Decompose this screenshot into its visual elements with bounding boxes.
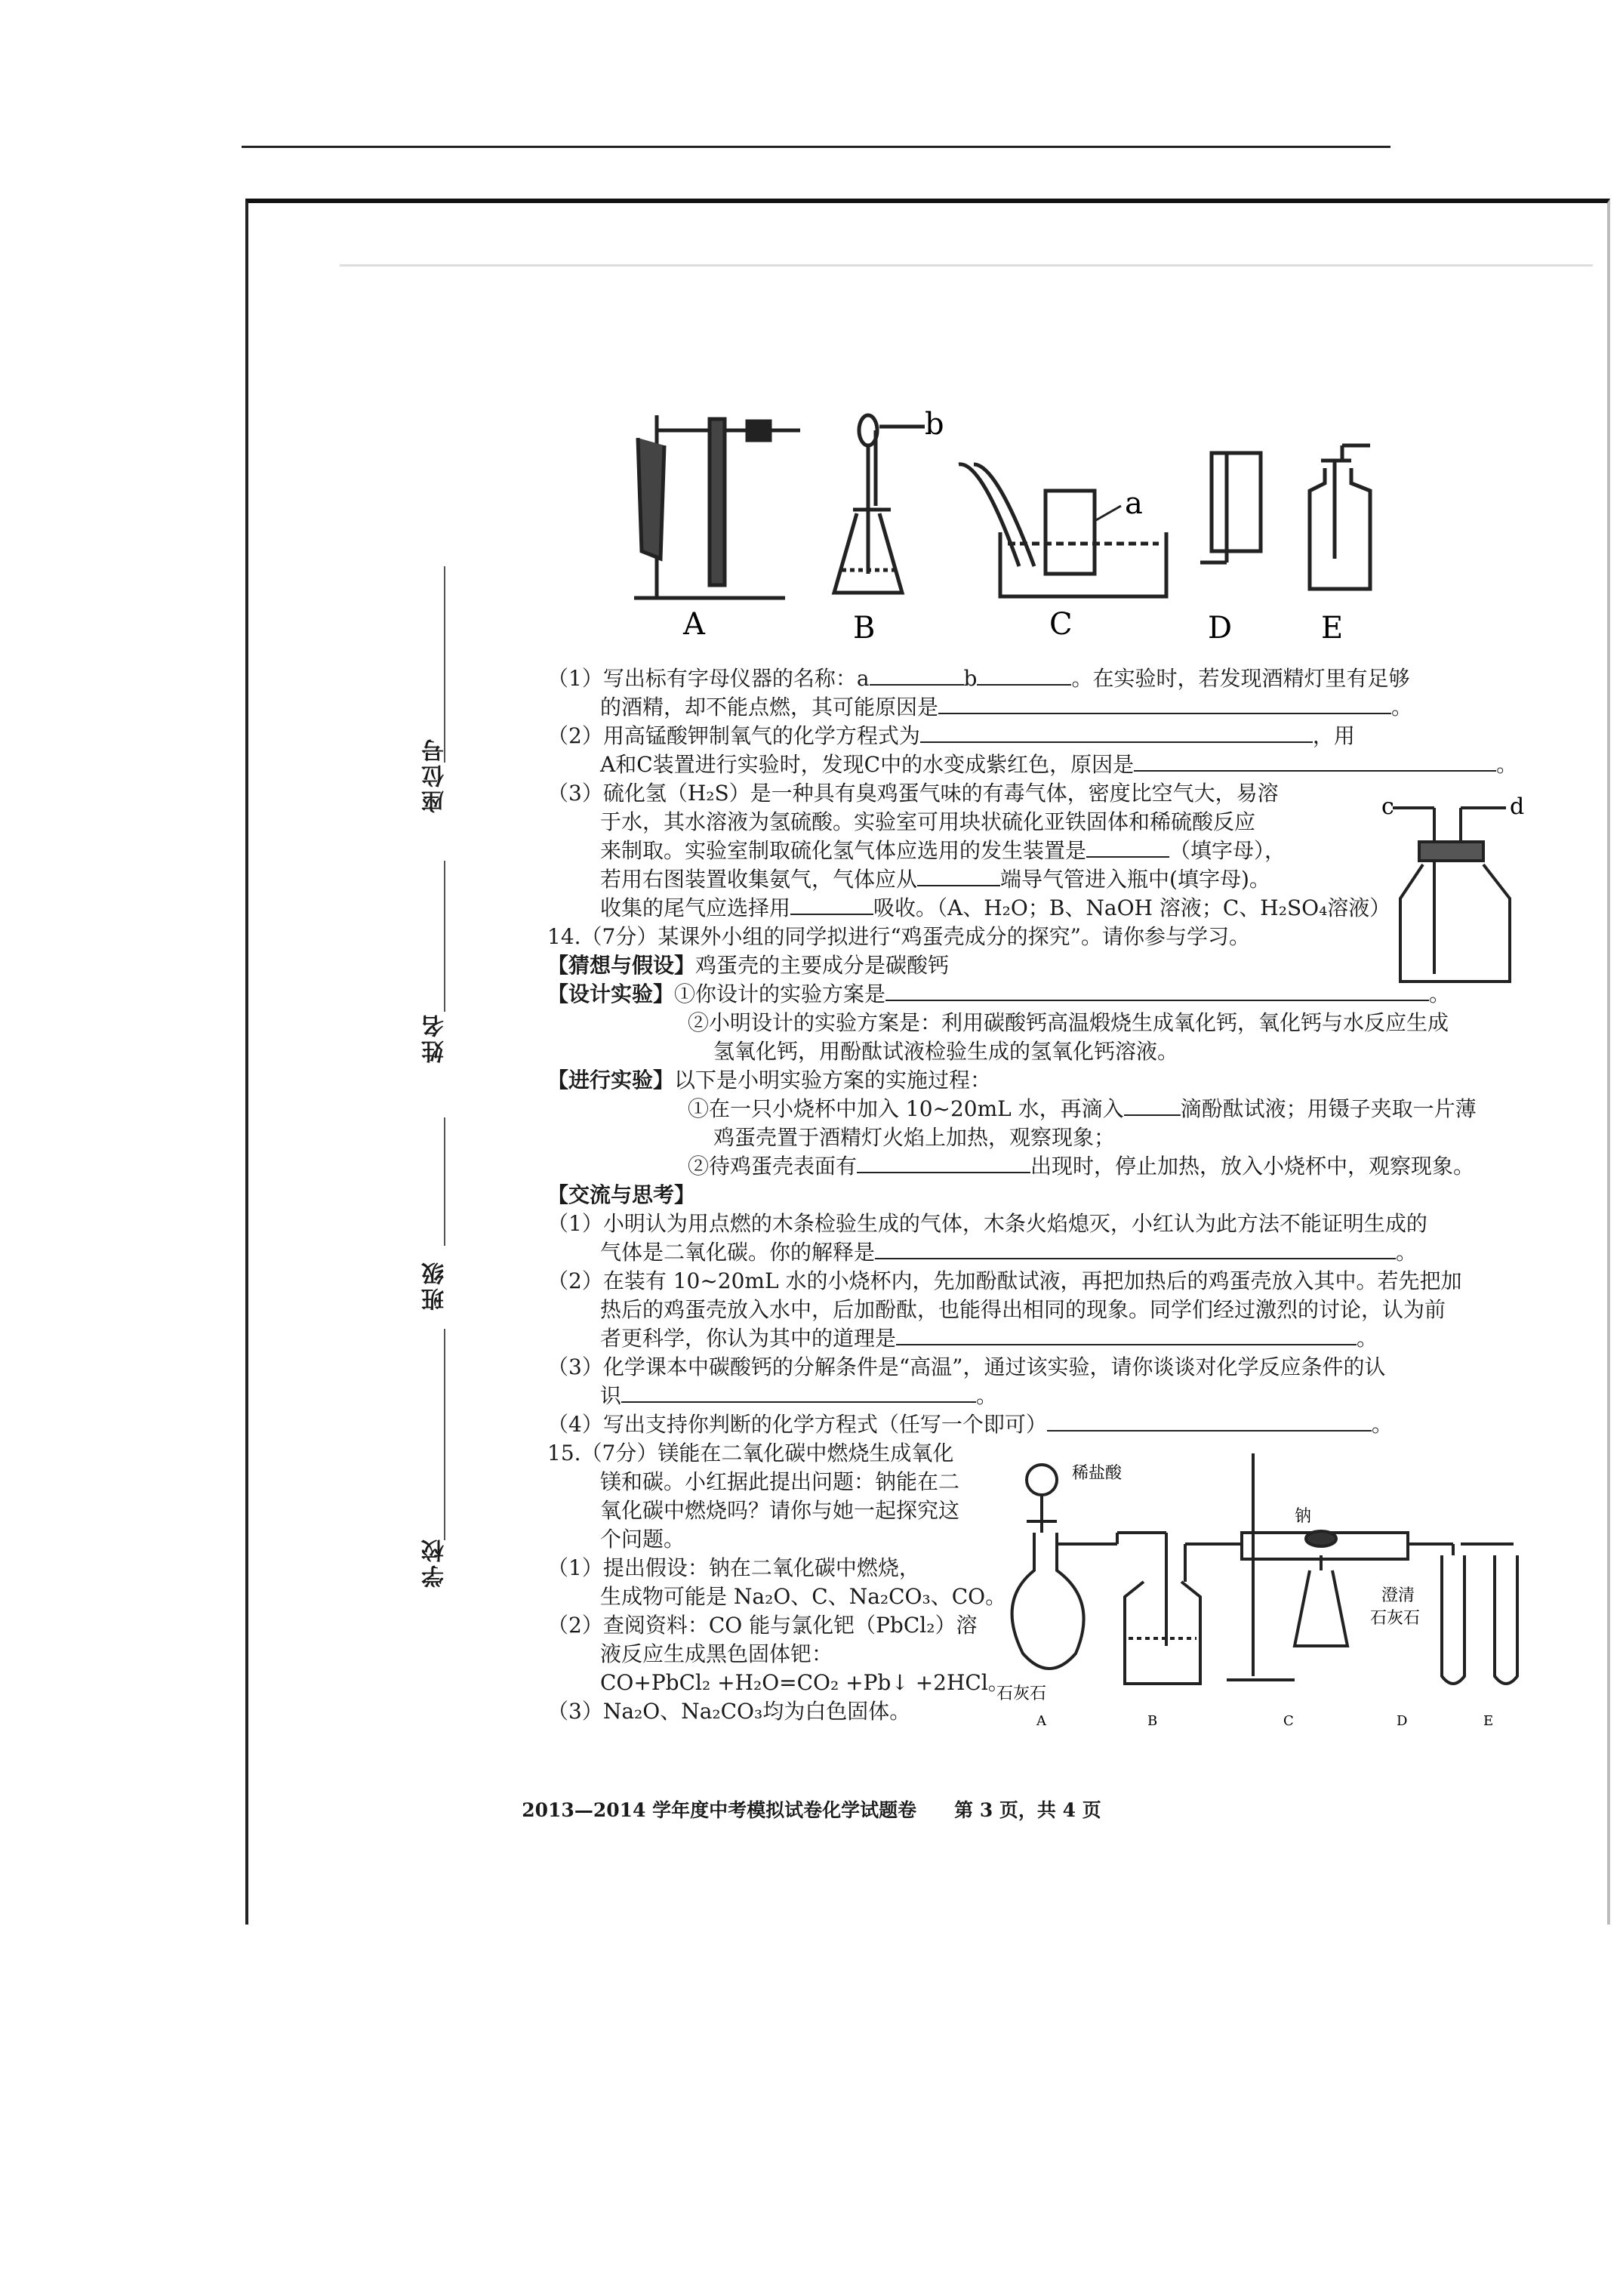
q15-line-6: 生成物可能是 Na₂O、C、Na₂CO₃、CO。: [600, 1584, 1007, 1609]
q15-line-7: （2）查阅资料：CO 能与氯化钯（PbCl₂）溶: [547, 1613, 978, 1638]
q13-line-7: 来制取。实验室制取硫化氢气体应选用的发生装置是 （填字母），: [600, 838, 1286, 863]
q13-line-5: （3）硫化氢（H₂S）是一种具有臭鸡蛋气味的有毒气体，密度比空气大，易溶: [547, 781, 1279, 806]
answer-blank-drops[interactable]: [1124, 1095, 1181, 1116]
q14-t2b: 热后的鸡蛋壳放入水中，后加酚酞，也能得出相同的现象。同学们经过激烈的讨论，认为前: [600, 1297, 1446, 1322]
side-label-class: 班级: [422, 1259, 448, 1311]
q14-exp-1a: ①在一只小烧杯中加入 10~20mL 水，再滴入 滴酚酞试液；用镊子夹取一片薄: [688, 1096, 1477, 1121]
side-rule-school: [444, 1329, 445, 1540]
fig15-limestone-label: 石灰石: [996, 1684, 1047, 1703]
inner-shade-line: [340, 264, 1593, 267]
q14-design-2b: 氢氧化钙，用酚酞试液检验生成的氢氧化钙溶液。: [713, 1039, 1179, 1064]
q13-line-8: 若用右图装置收集氨气，气体应从 端导气管进入瓶中(填字母)。: [600, 867, 1270, 892]
fig15-acid-label: 稀盐酸: [1072, 1464, 1123, 1483]
fig15-label-D: D: [1397, 1713, 1408, 1729]
q14-exp-2: ②待鸡蛋壳表面有 出现时，停止加热，放入小烧杯中，观察现象。: [688, 1154, 1475, 1179]
fig15-sodium-label: 钠: [1295, 1507, 1312, 1526]
answer-blank-equation[interactable]: [920, 722, 1313, 743]
answer-blank-device[interactable]: [1086, 837, 1169, 858]
q13-line-6: 于水，其水溶液为氢硫酸。实验室可用块状硫化亚铁固体和稀硫酸反应: [600, 809, 1256, 834]
q14-design-2a: ②小明设计的实验方案是：利用碳酸钙高温煅烧生成氧化钙，氧化钙与水反应生成: [688, 1010, 1449, 1035]
q14-t3b: 识 。: [600, 1383, 998, 1408]
label-C: C: [1049, 607, 1073, 642]
fig15-limewater-label-1: 澄清: [1381, 1586, 1415, 1605]
question-content: [547, 664, 1544, 1726]
q15-line-8: 液反应生成黑色固体钯：: [600, 1641, 833, 1666]
apparatus-figure-1: [627, 400, 1397, 649]
bottle-port-d: d: [1510, 794, 1525, 820]
fig15-label-B: B: [1147, 1713, 1158, 1729]
answer-blank-absorb[interactable]: [790, 894, 873, 915]
q14-hypothesis: 【猜想与假设】鸡蛋壳的主要成分是碳酸钙: [547, 953, 950, 978]
q14-t2c: 者更科学，你认为其中的道理是 。: [600, 1326, 1378, 1351]
q14-t3a: （3）化学课本中碳酸钙的分解条件是“高温”，通过该实验，请你谈谈对化学反应条件的认: [547, 1354, 1386, 1379]
label-D: D: [1208, 611, 1233, 646]
answer-blank-formula[interactable]: [1047, 1410, 1372, 1432]
q13-line-4: A和C装置进行实验时，发现C中的水变成紫红色，原因是 。: [600, 752, 1518, 777]
side-label-name: 姓名: [422, 1012, 448, 1063]
page-footer: 2013—2014 学年度中考模拟试卷化学试题卷 第 3 页，共 4 页: [522, 1799, 1101, 1821]
answer-blank-purple[interactable]: [1134, 750, 1496, 772]
answer-blank-reasoning[interactable]: [896, 1324, 1357, 1345]
q15-line-4: 个问题。: [600, 1527, 685, 1552]
q14-experiment: 【进行实验】以下是小明实验方案的实施过程：: [547, 1068, 992, 1093]
top-rule: [242, 146, 1390, 148]
answer-blank-surface[interactable]: [857, 1152, 1030, 1173]
side-rule-class: [444, 1117, 445, 1246]
side-label-seat: 座位号: [422, 736, 448, 813]
side-rule-name: [444, 861, 445, 1012]
q14-exp-1b: 鸡蛋壳置于酒精灯火焰上加热，观察现象；: [713, 1125, 1116, 1150]
fig15-label-E: E: [1483, 1713, 1494, 1729]
q14-t1b: 气体是二氧化碳。你的解释是 。: [600, 1240, 1418, 1265]
label-A: A: [683, 607, 705, 642]
side-rule-seat: [444, 566, 445, 763]
q14-design-1: 【设计实验】①你设计的实验方案是 。: [547, 982, 1451, 1006]
answer-blank-a[interactable]: [870, 664, 964, 686]
q13-line-3: （2）用高锰酸钾制氧气的化学方程式为 ，用: [547, 723, 1355, 748]
q14-discussion-heading: 【交流与思考】: [547, 1182, 696, 1207]
answer-blank-design[interactable]: [885, 980, 1429, 1001]
q14-t4: （4）写出支持你判断的化学方程式（任写一个即可） 。: [547, 1412, 1393, 1437]
q14-t2a: （2）在装有 10~20mL 水的小烧杯内，先加酚酞试液，再把加热后的鸡蛋壳放入其中。若先把加: [547, 1268, 1462, 1293]
q15-line-9: CO+PbCl₂ +H₂O=CO₂ +Pb↓ +2HCl。: [600, 1670, 1009, 1695]
q13-line-9: 收集的尾气应选择用 吸收。（A、H₂O；B、NaOH 溶液；C、H₂SO₄溶液）: [600, 895, 1391, 920]
q15-line-2: 镁和碳。小红据此提出问题：钠能在二: [600, 1469, 960, 1494]
q14-t1a: （1）小明认为用点燃的木条检验生成的气体，木条火焰熄灭，小红认为此方法不能证明生成的: [547, 1211, 1427, 1236]
q13-line-2: 的酒精，却不能点燃，其可能原因是 。: [600, 695, 1413, 720]
answer-blank-b[interactable]: [977, 664, 1071, 686]
answer-blank-explain[interactable]: [875, 1238, 1396, 1259]
marker-b: b: [925, 407, 944, 442]
fig15-limewater-label-2: 石灰石: [1370, 1609, 1421, 1628]
answer-blank-condition[interactable]: [621, 1382, 976, 1403]
fig15-label-C: C: [1283, 1713, 1294, 1729]
marker-a: a: [1125, 486, 1143, 521]
q15-line-10: （3）Na₂O、Na₂CO₃均为白色固体。: [547, 1699, 911, 1724]
bottle-port-c: c: [1381, 794, 1394, 820]
label-E: E: [1321, 611, 1344, 646]
answer-blank-reason[interactable]: [938, 693, 1391, 714]
q13-line-1: （1）写出标有字母仪器的名称：a b 。在实验时，若发现酒精灯里有足够: [547, 666, 1410, 691]
q14-title: 14.（7分）某课外小组的同学拟进行“鸡蛋壳成分的探究”。请你参与学习。: [547, 924, 1250, 949]
q15-line-1: 15.（7分）镁能在二氧化碳中燃烧生成氧化: [547, 1441, 954, 1465]
answer-blank-port[interactable]: [917, 865, 1000, 886]
q15-line-5: （1）提出假设：钠在二氧化碳中燃烧，: [547, 1555, 920, 1580]
fig15-label-A: A: [1036, 1713, 1046, 1729]
side-label-school: 学校: [422, 1536, 448, 1588]
q15-line-3: 氧化碳中燃烧吗？请你与她一起探究这: [600, 1498, 960, 1523]
label-B: B: [853, 611, 876, 646]
